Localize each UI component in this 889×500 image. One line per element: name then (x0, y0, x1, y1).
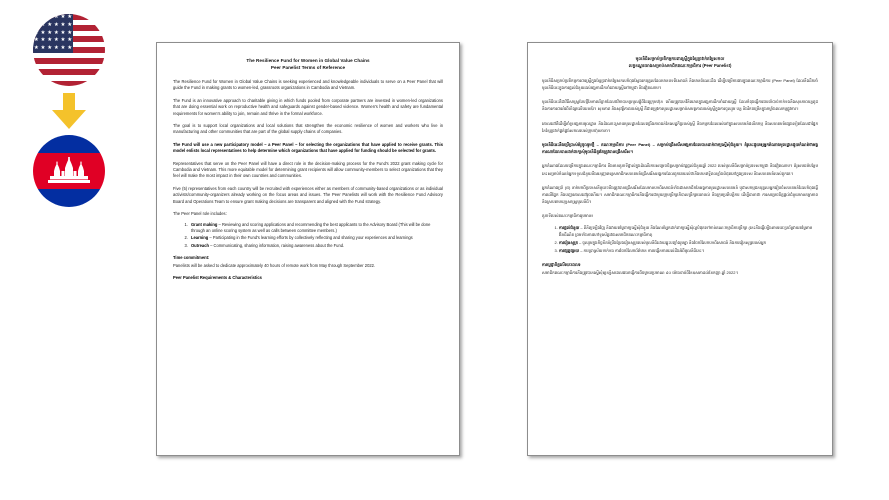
list-item (189, 243, 443, 249)
down-arrow-icon (52, 93, 86, 129)
title-line-2: Peer Panelist Terms of Reference (270, 65, 346, 70)
paragraph-representatives-role: Representatives that serve on the Peer Panel will have a direct role in the decision-making process for the Fund's 2022 grant making cycle for Cambodia and Vietnam. This more equitable model for determining grant recipients will allow community-members to select organizations that they feel will make the most impact in their own countries and communities. (173, 160, 443, 179)
angkor-wat-icon (46, 157, 92, 185)
time-commitment-text: Panelists will be asked to dedicate approximately 40 hours of remote work from May through September 2022. (173, 262, 376, 268)
khmer-paragraph-participatory-model: មូលនិធិនេះនឹងប្រើប្រាស់គំរូចូលរួមថ្មី – គណៈកម្មាធិការ (Peer Panel) – សម្រាប់ជ្រើសរើសអង្គការដែលបានដាក់ពាក្យស្នើសុំជំនួយ។ គំរូនេះជួយឲ្យអ្នកតំណាងមូលដ្ឋានជួយកំណត់ថាអង្គការណាដែលបានដាក់ពាក្យសុំមូលនិធិគួរតែត្រូវបានជ្រើសរើស។ (542, 142, 818, 155)
paragraph-intro: The Resilience Fund for Women in Global Value Chains is seeking experienced and knowledgeable individuals to serve on a Peer Panel that will guide the Fund in making grants to women-led, grassroots organizations in Cambodia and Vietnam. (173, 79, 443, 91)
khmer-time-commitment-text: សមាជិកគណៈកម្មាធិការនឹងត្រូវបានស្នើសុំឲ្យឧទ្ទិសពេលវេលាធ្វើការពីចម្ងាយប្រមាណ ៤០ ម៉ោងចាប់ពីខែឧសភាដល់ខែកញ្ញា ឆ្នាំ 2022។ (542, 269, 739, 275)
role-list-lead: The Peer Panel role includes: (173, 211, 227, 217)
paragraph-fund-approach: The Fund is an innovative approach to charitable giving in which funds pooled from corporate partners are invested in women-led organizations that are doing essential work on reproductive health and safeguards against gender-based violence. Women's health and safety are fundamental requirements for women's ability to join, remain and thrive in the formal workforce. (173, 97, 443, 116)
khmer-title-line-2: លក្ខខណ្ឌយោងសម្រាប់សមាជិកគណៈកម្មាធិការ (Peer Panelist) (628, 63, 732, 69)
list-item (189, 222, 443, 235)
paragraph-goal: The goal is to support local organizations and local solutions that strengthen the economic resilience of women and workers who live in manufacturing and other communities that are part of the global supply chains of companies. (173, 123, 443, 135)
list-item (559, 247, 818, 254)
khmer-page-title (542, 55, 818, 70)
role-term: Grant making (191, 221, 218, 227)
list-item (559, 239, 818, 246)
khmer-role-text: – ចូលរួមក្នុងកិច្ចខិតខំប្រឹងប្រែងរៀនសូត្ររបស់មូលនិធិដោយឆ្លុះបញ្ចាំងរួមគ្នា និងចែករំលែកបទពិសោធន៍ និងការរៀនសូត្ររបស់អ្នក (577, 240, 767, 246)
cambodia-flag-circle-icon (33, 135, 105, 207)
khmer-paragraph-representatives-role: អ្នកតំណាងដែលបម្រើការក្នុងគណៈកម្មាធិការ នឹងមានតួនាទីផ្ទាល់ក្នុងដំណើរការសម្រេចចិត្តសម្រាប់វដ្តផ្តល់ជំនួយឆ្នាំ 2022 របស់មូលនិធិសម្រាប់ប្រទេសកម្ពុជា និងវៀតណាម។ គំរូសមធម៌បន្ថែមនេះសម្រាប់កំណត់អ្នកទទួលជំនួយនឹងអនុញ្ញាតឲ្យសមាជិកសហគមន៍ជ្រើសរើសអង្គការដែលពួកគេយល់ថានឹងមានឥទ្ធិពលខ្លាំងបំផុតនៅក្នុងប្រទេស និងសហគមន៍របស់ពួកគេ។ (542, 163, 818, 176)
khmer-role-text: – ការប្រាស្រ័យទាក់ទង ការចែករំលែកព័ត៌មាន ការបង្កើនការយល់ដឹងអំពីមូលនិធិនេះ។ (579, 248, 705, 254)
list-item (189, 235, 443, 241)
requirements-heading: Peer Panelist Requirements & Characteristics (173, 274, 262, 280)
usa-flag-circle-icon (33, 14, 105, 86)
khmer-role-term: ការផ្តល់ជំនួយ (559, 224, 580, 230)
list-item (559, 224, 818, 238)
paragraph-participatory-model: The Fund will use a new participatory model – a Peer Panel – for selecting the organizations that have applied to receive grants. This model enlists local representatives to help determine which organizations that have applied for funding should be selected for grants. (173, 141, 443, 154)
role-text: – Participating in the Fund's learning efforts by collectively reflecting and sharing your experiences and learnings (208, 235, 413, 241)
role-text: – Reviewing and scoring applications and recommending the best applicants to the Advisory Board (This will be done through an online scoring system as well as calls between committee members.) (191, 221, 431, 233)
khmer-role-text: – ពិនិត្យឡើងវិញ និងវាយតម្លៃពាក្យស្នើសុំជំនួយ និងណែនាំអ្នកដាក់ពាក្យស្នើសុំល្អបំផុតទៅកាន់គណៈកម្មាធិការប្រឹក្សា (នេះនឹងធ្វើឡើងតាមរយៈប្រព័ន្ធវាយតម្លៃតាមអ៊ីនធឺណិត ព្រមទាំងការហៅទូរស័ព្ទរវាងសមាជិកគណៈកម្មាធិការ) (559, 224, 813, 237)
us-stars: ★ ★ ★ ★ ★ ★ ★ ★ ★ ★ ★ ★ ★ ★ ★ ★ ★ ★ ★ ★ ★ ★ ★ ★ ★ ★ ★ ★ ★ ★ (33, 14, 73, 52)
khmer-paragraph-intro: មូលនិធិសម្រាប់ប្រតិកម្មការពារស្ត្រីក្នុងខ្សែច្រវាក់តម្លៃសកលកំពុងស្វែងរកបុគ្គលដែលមានបទពិសោធន៍ និងមានចំណេះដឹង ដើម្បីបម្រើការងារក្នុងគណៈកម្មាធិការ (Peer Panel) ដែលនឹងដឹកនាំមូលនិធិនេះក្នុងការផ្តល់ជំនួយដល់អង្គការដឹកនាំដោយស្ត្រីនៅកម្ពុជា និងវៀតណាម។ (542, 77, 818, 91)
peer-panel-role-list (173, 222, 443, 250)
khmer-paragraph-fund-approach: មូលនិធិនេះគឺជាវិធីសាស្ត្របែបថ្មីនៃការបរិច្ចាកដែលថវិកាបានប្រមូលផ្តុំពីដៃគូក្រុមហ៊ុន ហើយត្រូវបានវិនិយោគក្នុងអង្គការដឹកនាំដោយស្ត្រី ដែលកំពុងធ្វើការងារចាំបាច់ទាក់ទងនឹងសុខភាពបន្តពូជ និងការការពារអំពើហិង្សាលើយេនឌ័រ។ សុខភាព និងសុវត្ថិភាពរបស់ស្ត្រី គឺជាតម្រូវការមូលដ្ឋានសម្រាប់សមត្ថភាពរបស់ស្ត្រីក្នុងការចូលរួម បន្ត និងរីកចម្រើនក្នុងកម្លាំងពលកម្មផ្លូវការ។ (542, 99, 818, 112)
role-term: Outreach (191, 242, 209, 248)
page-title (173, 57, 443, 71)
khmer-time-commitment-heading: ការប្តេជ្ញាចិត្តលើរយៈពេល៖ (542, 262, 581, 268)
country-transfer-graphic (26, 14, 112, 214)
role-term: Learning (191, 235, 209, 241)
khmer-document-page[interactable] (527, 42, 833, 456)
khmer-paragraph-goal: គោលដៅគឺដើម្បីគាំទ្រអង្គការមូលដ្ឋាន និងដំណោះស្រាយមូលដ្ឋានដែលពង្រឹងភាពធន់នៃសេដ្ឋកិច្ចរបស់ស្ត្រី និងកម្មករដែលរស់នៅក្នុងសហគមន៍ផលិតកម្ម និងសហគមន៍ផ្សេងទៀតដែលជាផ្នែកនៃខ្សែច្រវាក់ផ្គត់ផ្គង់សកលរបស់ក្រុមហ៊ុននានា។ (542, 120, 818, 133)
paragraph-recruitment: Five (5) representatives from each country will be recruited with experiences either as members of community-based organizations or as individual activists/community-organizers already working on the focus areas and issues. The Peer Panelists will work with the Resilience Fund Advisory Board and Operations Team to ensure grant making decisions are transparent and aligned with the Fund strategy. (173, 185, 443, 204)
khmer-role-term: ការផ្សព្វផ្សាយ (559, 248, 580, 254)
khmer-title-line-1: មូលនិធិសម្រាប់ប្រតិកម្មការពារស្ត្រីក្នុងខ្សែច្រវាក់តម្លៃសកល (635, 56, 725, 61)
title-line-1: The Resilience Fund for Women in Global Value Chains (246, 58, 370, 63)
khmer-role-list-lead: តួនាទីរបស់គណៈកម្មាធិការរួមមាន៖ (542, 213, 594, 219)
english-document-page[interactable] (156, 42, 460, 456)
role-text: – Communicating, sharing information, raising awareness about the Fund. (208, 242, 345, 248)
time-commitment-heading: Time commitment: (173, 255, 210, 261)
khmer-role-term: ការរៀនសូត្រ (559, 240, 578, 246)
khmer-paragraph-recruitment: អ្នកតំណាងប្រាំ (៥) នាក់មកពីប្រទេសនីមួយៗនឹងត្រូវបានជ្រើសរើសដែលមានបទពិសោធន៍ទាំងជាសមាជិកនៃអង្គការមូលដ្ឋានសហគមន៍ ឬជាសកម្មជនបុគ្គល/អ្នករៀបចំសហគមន៍ដែលកំពុងធ្វើការលើផ្នែក និងបញ្ហាគោលដៅរួចហើយ។ សមាជិកគណៈកម្មាធិការនឹងធ្វើការជាមួយក្រុមប្រឹក្សាភិបាលប្រឹក្សាយោបល់ និងក្រុមប្រតិបត្តិការ ដើម្បីធានាថា ការសម្រេចចិត្តផ្តល់ជំនួយមានតម្លាភាព និងស្របតាមយុទ្ធសាស្ត្រមូលនិធិ។ (542, 184, 818, 205)
khmer-peer-panel-role-list (542, 224, 818, 255)
